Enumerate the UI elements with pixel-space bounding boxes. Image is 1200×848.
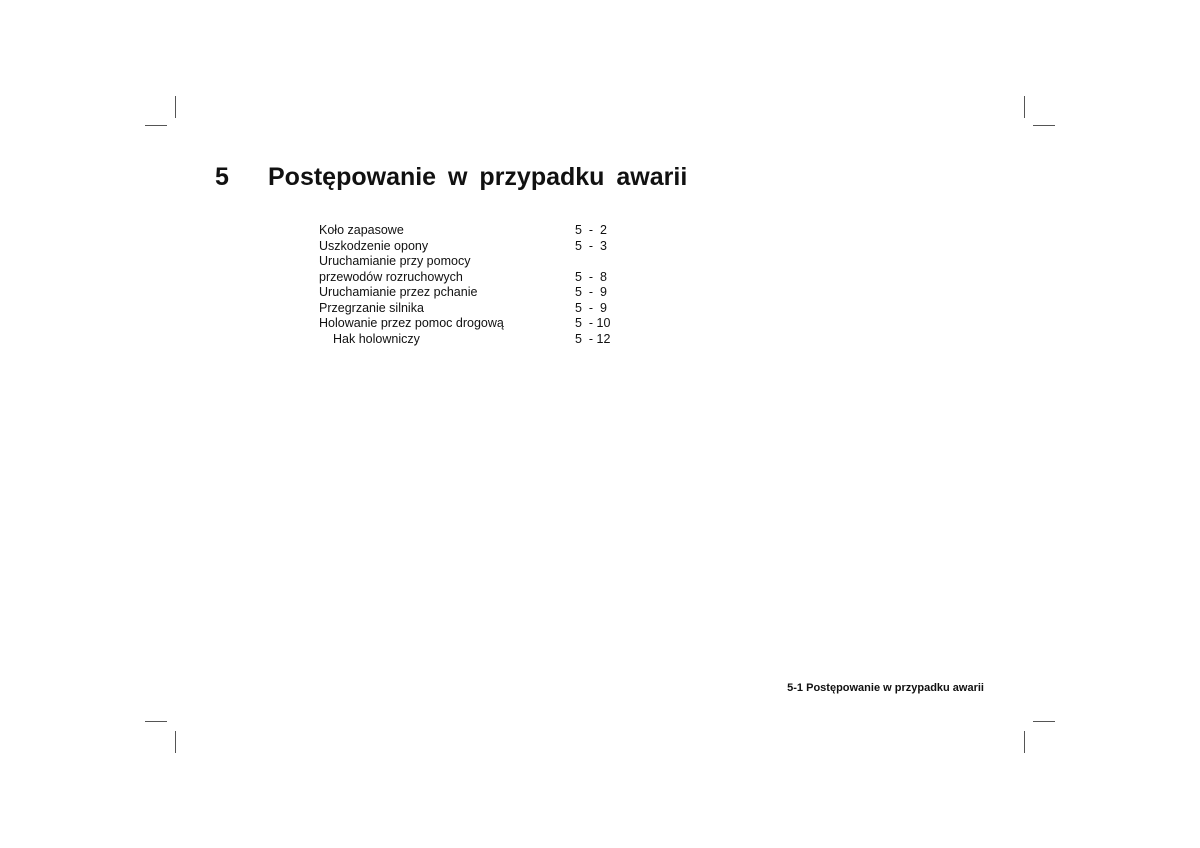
- toc-entry: [319, 270, 639, 286]
- toc-entry-page: 5 - 3: [575, 238, 607, 253]
- toc-entry-label: Przegrzanie silnika: [319, 300, 424, 315]
- toc-entry-page: 5 - 12: [575, 331, 611, 346]
- toc-entry-label: Uruchamianie przez pchanie: [319, 285, 478, 299]
- toc-entry-label: Hak holowniczy: [333, 331, 420, 346]
- toc-entry: [319, 301, 639, 317]
- toc-entry-page: 5 - 9: [575, 285, 607, 299]
- toc-entry-label: Uruchamianie przy pomocy: [319, 254, 471, 268]
- crop-mark-top-left-vertical: [175, 96, 176, 118]
- toc-entry-page: 5 - 9: [575, 300, 607, 315]
- crop-mark-bottom-left-horizontal: [145, 721, 167, 722]
- crop-mark-bottom-right-vertical: [1024, 731, 1025, 753]
- toc-entry: [319, 223, 639, 239]
- toc-entry-page: 5 - 10: [575, 316, 611, 330]
- crop-mark-bottom-left-vertical: [175, 731, 176, 753]
- toc-entry-label: przewodów rozruchowych: [319, 269, 463, 284]
- toc-entry-label: Uszkodzenie opony: [319, 238, 429, 253]
- toc-entry: [319, 285, 639, 301]
- crop-mark-top-right-horizontal: [1033, 125, 1055, 126]
- crop-mark-bottom-right-horizontal: [1033, 721, 1055, 722]
- chapter-title: Postępowanie w przypadku awarii: [268, 163, 688, 191]
- toc-entry-page: 5 - 2: [575, 223, 607, 237]
- toc-entry: [319, 254, 639, 270]
- crop-mark-top-left-horizontal: [145, 125, 167, 126]
- crop-mark-top-right-vertical: [1024, 96, 1025, 118]
- toc-entry-page: 5 - 8: [575, 269, 607, 284]
- toc-entry-label: Koło zapasowe: [319, 223, 404, 237]
- chapter-number: 5: [215, 163, 229, 191]
- toc-entry-label: Holowanie przez pomoc drogową: [319, 316, 504, 330]
- page-footer: 5-1 Postępowanie w przypadku awarii: [787, 682, 984, 694]
- table-of-contents: [319, 223, 639, 347]
- toc-entry: [319, 239, 639, 255]
- toc-entry: [319, 316, 639, 332]
- toc-subentry: [319, 332, 639, 348]
